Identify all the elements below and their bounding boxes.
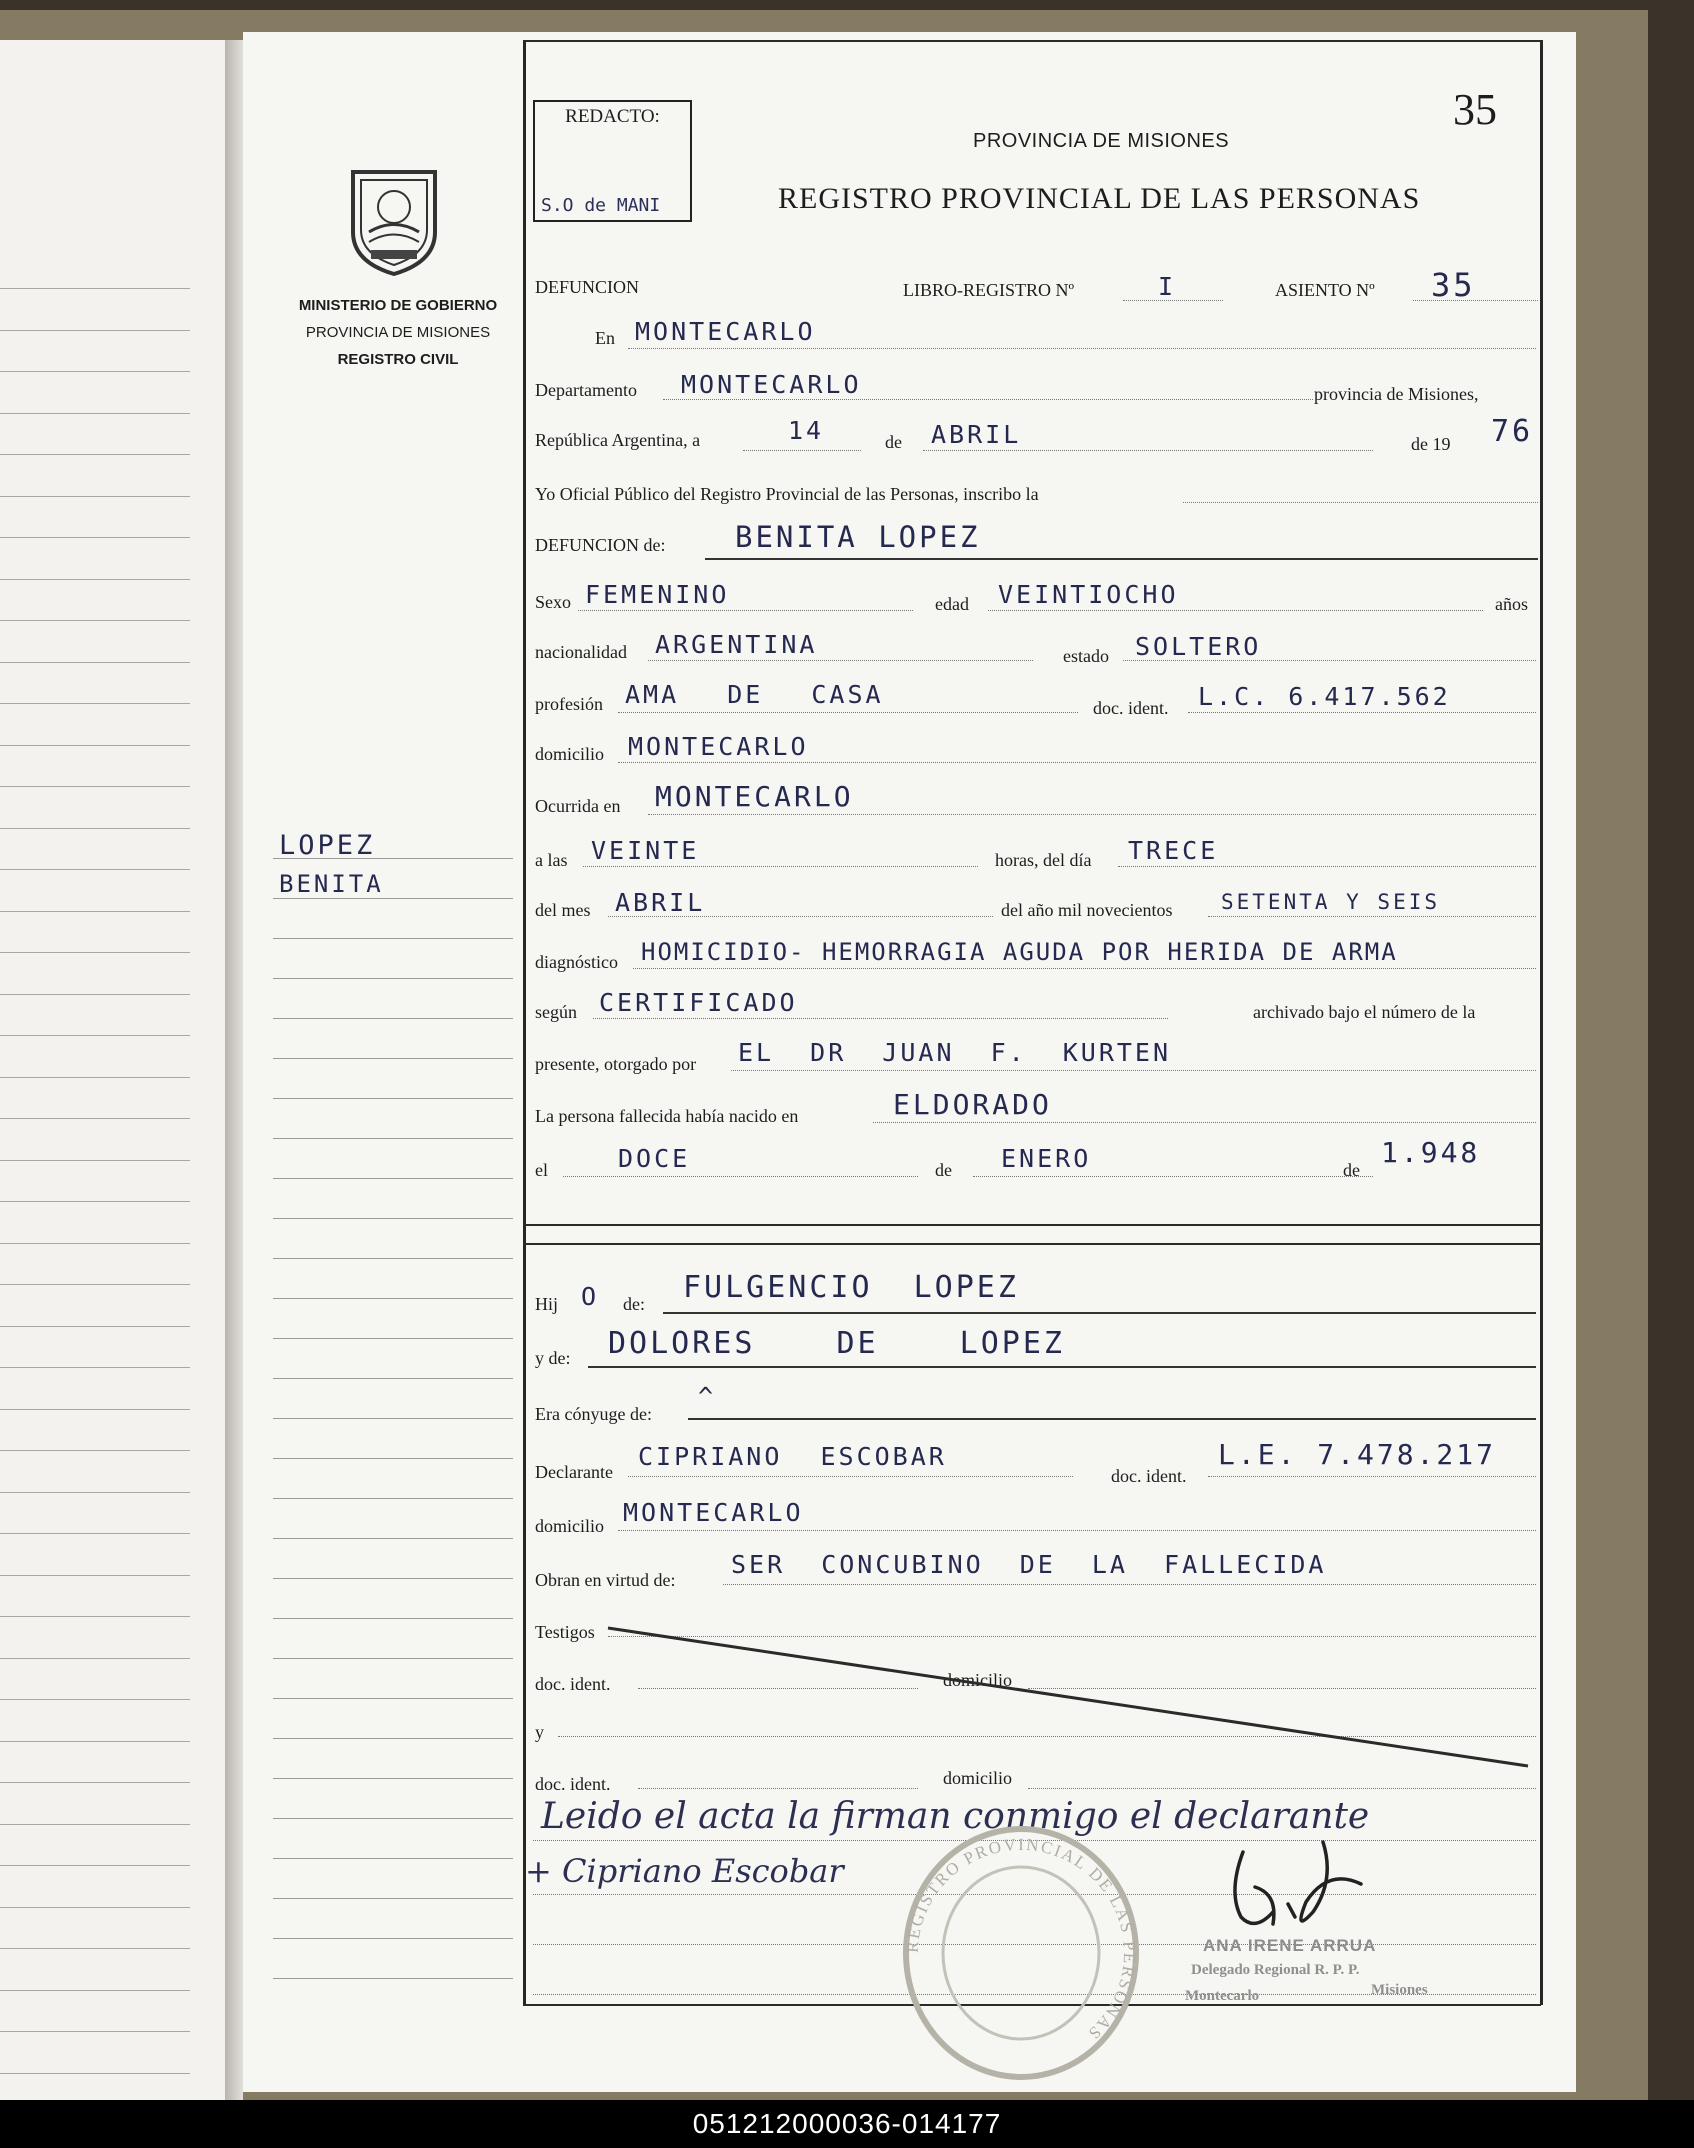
departamento-value: MONTECARLO <box>681 370 862 399</box>
sexo-label: Sexo <box>535 592 571 612</box>
left-page-rule <box>0 1077 190 1078</box>
testigos-label: Testigos <box>535 1622 595 1642</box>
oficial-text: Yo Oficial Público del Registro Provincial de las Personas, inscribo la <box>535 484 1039 504</box>
testigo1-domicilio-label: domicilio <box>943 1670 1012 1690</box>
hijo-label: Hij <box>535 1294 559 1314</box>
left-page-rule <box>0 1616 190 1617</box>
ministry-line1: MINISTERIO DE GOBIERNO <box>298 297 498 314</box>
left-page-rule <box>0 579 190 580</box>
hijo-de-label: de: <box>623 1294 645 1314</box>
decl-domicilio-label: domicilio <box>535 1516 604 1536</box>
ocurrida-label: Ocurrida en <box>535 796 621 816</box>
en-value: MONTECARLO <box>635 317 816 346</box>
nac-mes-value: ENERO <box>1001 1144 1092 1173</box>
testigo2-doc-label: doc. ident. <box>535 1774 611 1794</box>
left-page-rule <box>0 1450 190 1451</box>
stamp-name: ANA IRENE ARRUA <box>1203 1936 1377 1955</box>
conyuge-label: Era cónyuge de: <box>535 1404 652 1424</box>
obran-label: Obran en virtud de: <box>535 1570 676 1590</box>
departamento-label: Departamento <box>535 380 637 400</box>
libro-label: LIBRO-REGISTRO Nº <box>903 280 1075 300</box>
left-page-rule <box>0 662 190 663</box>
libro-value: I <box>1158 272 1177 301</box>
left-page-rule <box>0 1160 190 1161</box>
profesion-value: AMA DE CASA <box>625 680 884 709</box>
closing-statement: Leido el acta la firman conmigo el declarante <box>541 1796 1370 1837</box>
diagnostico-label: diagnóstico <box>535 952 618 972</box>
left-page-rule <box>0 911 190 912</box>
seal-ring-text: REGISTRO PROVINCIAL DE LAS PERSONAS <box>902 1834 1140 2045</box>
left-page-rule <box>0 1533 190 1534</box>
stamp-place: Montecarlo <box>1185 1988 1260 2004</box>
republica-label: República Argentina, a <box>535 430 701 450</box>
a-las-label: a las <box>535 850 568 870</box>
left-page-rule <box>0 1492 190 1493</box>
sexo-value: FEMENINO <box>585 580 730 609</box>
edad-value: VEINTIOCHO <box>998 580 1179 609</box>
left-page-rule <box>0 1948 190 1949</box>
left-page-rule <box>0 1865 190 1866</box>
archivado-label: archivado bajo el número de la <box>1253 1002 1476 1022</box>
left-page-rule <box>0 1907 190 1908</box>
left-page-rule <box>0 1326 190 1327</box>
registry-heading: REGISTRO PROVINCIAL DE LAS PERSONAS <box>778 182 1421 215</box>
segun-value: CERTIFICADO <box>599 988 798 1017</box>
el-label: el <box>535 1160 548 1180</box>
dia-texto-value: TRECE <box>1128 836 1219 865</box>
domicilio-value: MONTECARLO <box>628 732 809 761</box>
en-label: En <box>595 328 615 348</box>
left-page-rule <box>0 620 190 621</box>
left-page-rule <box>0 1782 190 1783</box>
nacido-label: La persona fallecida había nacido en <box>535 1106 799 1126</box>
page-number: 35 <box>1453 85 1497 134</box>
nac-ano-value: 1.948 <box>1381 1136 1481 1169</box>
y-de-label: y de: <box>535 1348 571 1368</box>
del-mes-label: del mes <box>535 900 591 920</box>
nac-de-label: de <box>935 1160 952 1180</box>
padre-value: FULGENCIO LOPEZ <box>683 1270 1019 1305</box>
mes-texto-value: ABRIL <box>615 888 706 917</box>
ano-texto-value: SETENTA Y SEIS <box>1221 890 1441 914</box>
nac-de-ano-label: de <box>1343 1160 1360 1180</box>
declarante-value: CIPRIANO ESCOBAR <box>638 1442 947 1471</box>
ocurrida-value: MONTECARLO <box>655 780 854 813</box>
left-page-rule <box>0 869 190 870</box>
register-page <box>243 32 1576 2092</box>
redacto-value: S.O de MANI <box>541 195 661 216</box>
left-page-rule <box>0 703 190 704</box>
testigo2-domicilio-label: domicilio <box>943 1768 1012 1788</box>
declarante-label: Declarante <box>535 1462 613 1482</box>
asiento-label: ASIENTO Nº <box>1275 280 1375 300</box>
anos-label: años <box>1495 594 1528 614</box>
left-page-rule <box>0 1035 190 1036</box>
official-signature-mark <box>243 32 1576 2092</box>
madre-value: DOLORES DE LOPEZ <box>608 1326 1065 1361</box>
left-page-rule <box>0 1201 190 1202</box>
left-page-rule <box>0 1741 190 1742</box>
nacionalidad-value: ARGENTINA <box>655 630 818 659</box>
horas-label: horas, del día <box>995 850 1092 870</box>
stamp-province: Misiones <box>1371 1982 1428 1998</box>
left-page-rule <box>0 496 190 497</box>
defuncion-de-label: DEFUNCION de: <box>535 535 666 555</box>
left-page-rule <box>0 1658 190 1659</box>
edad-label: edad <box>935 594 969 614</box>
obran-value: SER CONCUBINO DE LA FALLECIDA <box>731 1550 1327 1579</box>
left-page-rule <box>0 1824 190 1825</box>
left-page-rule <box>0 828 190 829</box>
decl-domicilio-value: MONTECARLO <box>623 1498 804 1527</box>
nacido-value: ELDORADO <box>893 1088 1052 1121</box>
nac-dia-value: DOCE <box>618 1144 691 1173</box>
presente-label: presente, otorgado por <box>535 1054 697 1074</box>
estado-value: SOLTERO <box>1135 632 1262 661</box>
conyuge-value: ^ <box>698 1382 717 1411</box>
ministry-line2: PROVINCIA DE MISIONES <box>305 324 491 341</box>
left-page-rule <box>0 786 190 787</box>
left-page-rule <box>0 2031 190 2032</box>
left-page-rule <box>0 2073 190 2074</box>
left-page-rule <box>0 1284 190 1285</box>
left-page-rule <box>0 371 190 372</box>
left-page-rule <box>0 994 190 995</box>
ministry-line3: REGISTRO CIVIL <box>337 351 459 368</box>
hora-value: VEINTE <box>591 836 700 865</box>
segun-label: según <box>535 1002 577 1022</box>
left-page-rule <box>0 1243 190 1244</box>
left-page-rule <box>0 1118 190 1119</box>
dia-value: 14 <box>788 416 825 445</box>
book-gutter <box>225 40 243 2100</box>
hijo-suffix: O <box>581 1282 600 1311</box>
margin-surname: LOPEZ <box>279 830 376 861</box>
mes-value: ABRIL <box>931 420 1022 449</box>
province-heading: PROVINCIA DE MISIONES <box>973 130 1230 152</box>
del-ano-label: del año mil novecientos <box>1001 900 1173 920</box>
otorgado-value: EL DR JUAN F. KURTEN <box>738 1038 1172 1067</box>
asiento-value: 35 <box>1431 266 1476 304</box>
left-page-rule <box>0 745 190 746</box>
left-page-rule <box>0 1575 190 1576</box>
profesion-label: profesión <box>535 694 603 714</box>
decl-doc-value: L.E. 7.478.217 <box>1218 1438 1497 1471</box>
diagnostico-value: HOMICIDIO- HEMORRAGIA AGUDA POR HERIDA DE ARMA <box>641 938 1398 966</box>
provincia-label: provincia de Misiones, <box>1314 384 1479 404</box>
testigo1-doc-label: doc. ident. <box>535 1674 611 1694</box>
left-page-rule <box>0 454 190 455</box>
deceased-name: BENITA LOPEZ <box>735 520 981 554</box>
left-page-rule <box>0 1409 190 1410</box>
de-ano-label: de 19 <box>1411 434 1451 454</box>
doc-ident-label: doc. ident. <box>1093 698 1169 718</box>
left-page-rule <box>0 952 190 953</box>
de-mes-label: de <box>885 432 902 452</box>
image-identifier-bar: 051212000036-014177 <box>0 2100 1694 2148</box>
decl-doc-label: doc. ident. <box>1111 1466 1187 1486</box>
domicilio-label: domicilio <box>535 744 604 764</box>
left-page-rule <box>0 1990 190 1991</box>
stamp-title: Delegado Regional R. P. P. <box>1191 1962 1360 1978</box>
left-page-rule <box>0 413 190 414</box>
left-page-rule <box>0 1699 190 1700</box>
defuncion-label: DEFUNCION <box>535 277 640 297</box>
left-page-rule <box>0 537 190 538</box>
doc-ident-value: L.C. 6.417.562 <box>1198 682 1451 711</box>
estado-label: estado <box>1063 646 1109 666</box>
ano-value: 76 <box>1491 414 1534 449</box>
declarant-signature: + Cipriano Escobar <box>525 1852 844 1890</box>
left-page-rule <box>0 1367 190 1368</box>
left-page <box>0 40 225 2100</box>
nacionalidad-label: nacionalidad <box>535 642 627 662</box>
margin-given-name: BENITA <box>279 870 384 898</box>
left-page-rule <box>0 330 190 331</box>
redacto-label: REDACTO: <box>565 106 660 127</box>
left-page-rule <box>0 288 190 289</box>
testigo-y-label: y <box>535 1722 544 1742</box>
